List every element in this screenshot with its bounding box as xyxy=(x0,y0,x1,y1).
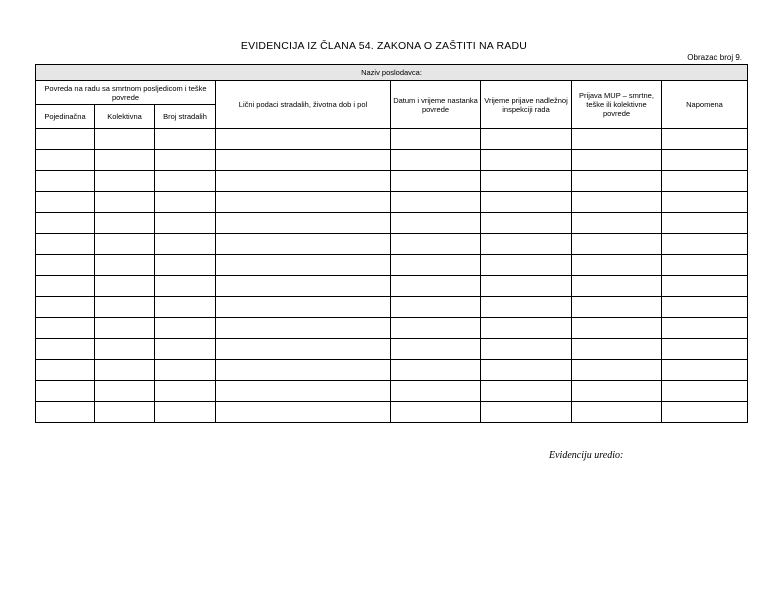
column-header-inspection-report: Vrijeme prijave nadležnoj inspekciji rada xyxy=(481,81,572,129)
column-header-note: Napomena xyxy=(662,81,748,129)
table-cell[interactable] xyxy=(36,297,95,318)
table-cell[interactable] xyxy=(662,192,748,213)
table-cell[interactable] xyxy=(36,213,95,234)
table-cell[interactable] xyxy=(391,255,481,276)
table-cell[interactable] xyxy=(572,276,662,297)
table-cell[interactable] xyxy=(216,129,391,150)
subheader-individual: Pojedinačna xyxy=(36,105,95,129)
table-cell[interactable] xyxy=(36,402,95,423)
table-cell[interactable] xyxy=(36,192,95,213)
signature-label: Evidenciju uredio: xyxy=(549,450,624,461)
table-cell[interactable] xyxy=(36,171,95,192)
table-cell[interactable] xyxy=(572,318,662,339)
table-cell[interactable] xyxy=(95,129,155,150)
table-cell[interactable] xyxy=(216,297,391,318)
table-cell[interactable] xyxy=(662,129,748,150)
table-row xyxy=(36,213,748,234)
table-cell[interactable] xyxy=(572,255,662,276)
table-cell[interactable] xyxy=(155,171,216,192)
table-row xyxy=(36,339,748,360)
table-cell[interactable] xyxy=(662,276,748,297)
subheader-collective: Kolektivna xyxy=(95,105,155,129)
table-cell[interactable] xyxy=(572,129,662,150)
table-row xyxy=(36,234,748,255)
table-cell[interactable] xyxy=(95,381,155,402)
table-cell[interactable] xyxy=(391,297,481,318)
table-cell[interactable] xyxy=(155,318,216,339)
table-cell[interactable] xyxy=(95,360,155,381)
form-number: Obrazac broj 9. xyxy=(687,53,742,62)
table-cell[interactable] xyxy=(662,255,748,276)
table-cell[interactable] xyxy=(216,402,391,423)
table-cell[interactable] xyxy=(95,297,155,318)
group-header-injury: Povreda na radu sa smrtnom posljedicom i teške povrede xyxy=(36,81,216,105)
table-cell[interactable] xyxy=(216,213,391,234)
table-cell[interactable] xyxy=(155,360,216,381)
table-cell[interactable] xyxy=(391,171,481,192)
table-cell[interactable] xyxy=(216,381,391,402)
table-cell[interactable] xyxy=(95,402,155,423)
table-row xyxy=(36,129,748,150)
table-cell[interactable] xyxy=(391,213,481,234)
table-cell[interactable] xyxy=(216,192,391,213)
column-header-date-time: Datum i vrijeme nastanka povrede xyxy=(391,81,481,129)
register-table xyxy=(35,64,748,423)
table-cell[interactable] xyxy=(155,129,216,150)
table-cell[interactable] xyxy=(662,234,748,255)
table-row xyxy=(36,192,748,213)
table-cell[interactable] xyxy=(481,318,572,339)
table-cell[interactable] xyxy=(216,150,391,171)
table-cell[interactable] xyxy=(572,171,662,192)
employer-row xyxy=(36,65,748,81)
table-cell[interactable] xyxy=(481,129,572,150)
table-row xyxy=(36,255,748,276)
column-header-mup-report: Prijava MUP – smrtne, teške ili kolektivne povrede xyxy=(572,81,662,129)
table-cell[interactable] xyxy=(36,381,95,402)
table-cell[interactable] xyxy=(662,150,748,171)
table-cell[interactable] xyxy=(481,255,572,276)
table-cell[interactable] xyxy=(572,381,662,402)
table-row xyxy=(36,318,748,339)
table-cell[interactable] xyxy=(391,381,481,402)
table-cell[interactable] xyxy=(155,402,216,423)
table-row xyxy=(36,360,748,381)
table-cell[interactable] xyxy=(216,255,391,276)
table-cell[interactable] xyxy=(572,213,662,234)
table-cell[interactable] xyxy=(155,381,216,402)
table-cell[interactable] xyxy=(95,150,155,171)
table-cell[interactable] xyxy=(95,255,155,276)
header-row-group xyxy=(36,81,748,105)
table-cell[interactable] xyxy=(662,339,748,360)
table-cell[interactable] xyxy=(572,234,662,255)
table-cell[interactable] xyxy=(391,360,481,381)
table-cell[interactable] xyxy=(36,255,95,276)
table-cell[interactable] xyxy=(572,150,662,171)
table-cell[interactable] xyxy=(662,318,748,339)
table-cell[interactable] xyxy=(95,192,155,213)
table-cell[interactable] xyxy=(36,318,95,339)
table-cell[interactable] xyxy=(391,234,481,255)
table-row xyxy=(36,402,748,423)
table-cell[interactable] xyxy=(36,339,95,360)
table-cell[interactable] xyxy=(155,297,216,318)
table-cell[interactable] xyxy=(572,402,662,423)
table-cell[interactable] xyxy=(36,129,95,150)
table-cell[interactable] xyxy=(481,297,572,318)
table-cell[interactable] xyxy=(662,297,748,318)
table-cell[interactable] xyxy=(391,318,481,339)
table-cell[interactable] xyxy=(481,192,572,213)
table-cell[interactable] xyxy=(391,129,481,150)
table-cell[interactable] xyxy=(662,402,748,423)
table-cell[interactable] xyxy=(216,360,391,381)
table-cell[interactable] xyxy=(95,213,155,234)
table-cell[interactable] xyxy=(481,381,572,402)
table-row xyxy=(36,381,748,402)
column-header-personal-data: Lični podaci stradalih, životna dob i pol xyxy=(216,81,391,129)
table-cell[interactable] xyxy=(391,402,481,423)
table-cell[interactable] xyxy=(95,318,155,339)
table-row xyxy=(36,297,748,318)
table-cell[interactable] xyxy=(36,360,95,381)
table-cell[interactable] xyxy=(662,171,748,192)
table-cell[interactable] xyxy=(155,234,216,255)
table-cell[interactable] xyxy=(481,339,572,360)
table-cell[interactable] xyxy=(95,339,155,360)
document-title: EVIDENCIJA IZ ČLANA 54. ZAKONA O ZAŠTITI NA RADU xyxy=(240,40,528,52)
table-row xyxy=(36,171,748,192)
table-cell[interactable] xyxy=(155,276,216,297)
table-cell[interactable] xyxy=(481,360,572,381)
table-cell[interactable] xyxy=(572,192,662,213)
table-cell[interactable] xyxy=(36,276,95,297)
table-row xyxy=(36,276,748,297)
table-cell[interactable] xyxy=(572,297,662,318)
table-cell[interactable] xyxy=(481,150,572,171)
table-cell[interactable] xyxy=(95,276,155,297)
subheader-victim-count: Broj stradalih xyxy=(155,105,216,129)
table-cell[interactable] xyxy=(662,360,748,381)
table-cell[interactable] xyxy=(481,213,572,234)
table-cell[interactable] xyxy=(95,234,155,255)
table-cell[interactable] xyxy=(216,318,391,339)
table-cell[interactable] xyxy=(481,234,572,255)
table-cell[interactable] xyxy=(572,339,662,360)
table-cell[interactable] xyxy=(481,171,572,192)
table-cell[interactable] xyxy=(391,339,481,360)
table-cell[interactable] xyxy=(216,234,391,255)
table-row xyxy=(36,150,748,171)
table-cell[interactable] xyxy=(216,171,391,192)
table-cell[interactable] xyxy=(216,339,391,360)
table-cell[interactable] xyxy=(155,255,216,276)
table-cell[interactable] xyxy=(481,276,572,297)
table-cell[interactable] xyxy=(95,171,155,192)
table-cell[interactable] xyxy=(662,213,748,234)
table-cell[interactable] xyxy=(391,192,481,213)
employer-label: Naziv poslodavca: xyxy=(36,65,748,81)
table-cell[interactable] xyxy=(155,339,216,360)
table-cell[interactable] xyxy=(36,234,95,255)
table-cell[interactable] xyxy=(155,192,216,213)
table-cell[interactable] xyxy=(391,276,481,297)
table-body xyxy=(36,129,748,423)
table-cell[interactable] xyxy=(391,150,481,171)
table-cell[interactable] xyxy=(216,276,391,297)
table-cell[interactable] xyxy=(155,213,216,234)
table-cell[interactable] xyxy=(572,360,662,381)
table-cell[interactable] xyxy=(36,150,95,171)
table-cell[interactable] xyxy=(155,150,216,171)
table-cell[interactable] xyxy=(481,402,572,423)
table-cell[interactable] xyxy=(662,381,748,402)
